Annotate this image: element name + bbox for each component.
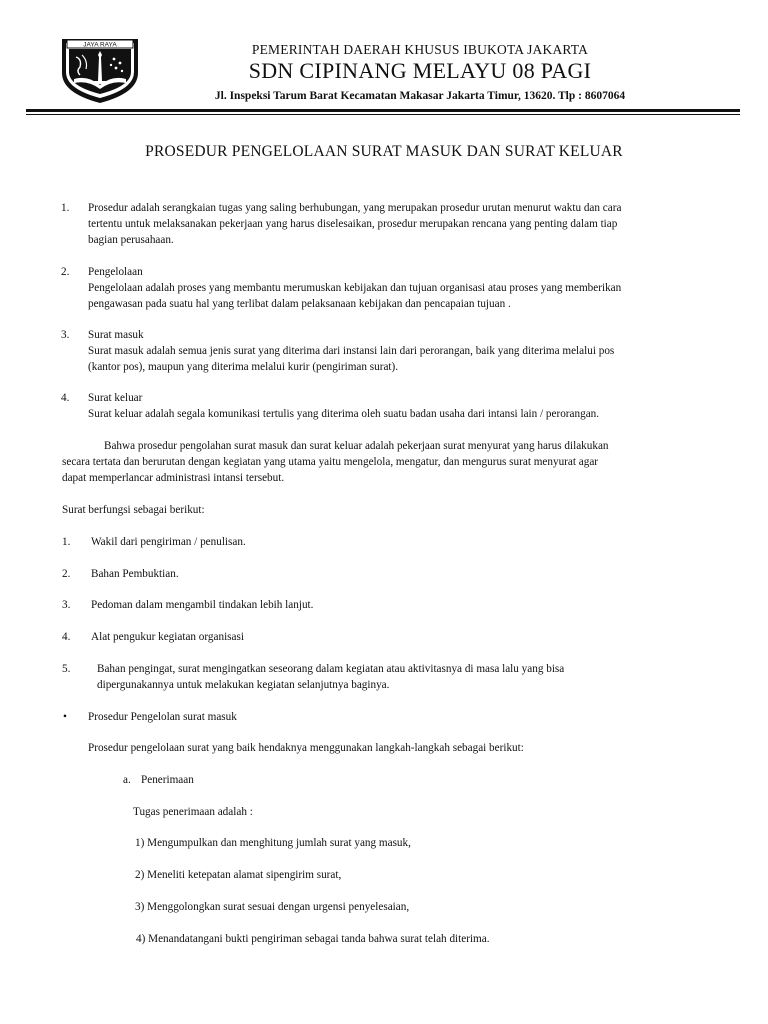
bullet-icon: • [63, 711, 67, 723]
list-item-heading: Pengelolaan [88, 266, 143, 278]
svg-text:JAYA RAYA: JAYA RAYA [83, 41, 117, 49]
paragraph-line: Bahwa prosedur pengolahan surat masuk dan surat keluar adalah pekerjaan surat menyurat yang harus dilakukan [104, 440, 609, 452]
paragraph-line: dapat memperlancar administrasi intansi tersebut. [62, 472, 285, 484]
paragraph-line: secara tertata dan berurutan dengan kegiatan yang utama yaitu mengelola, mengatur, dan mengurus surat menyurat agar [62, 456, 599, 468]
list-item-line: dipergunakannya untuk melakukan kegiatan selanjutnya baginya. [97, 679, 390, 691]
task-item: 4) Menandatangani bukti pengiriman sebagai tanda bahwa surat telah diterima. [136, 933, 490, 945]
task-item: 3) Menggolongkan surat sesuai dengan urgensi penyelesaian, [135, 901, 410, 913]
steps-intro: Prosedur pengelolaan surat yang baik hendaknya menggunakan langkah-langkah sebagai berikut: [88, 742, 524, 754]
letterhead-divider-thin [26, 114, 740, 115]
list-number: 4. [62, 631, 71, 643]
tasks-intro: Tugas penerimaan adalah : [133, 806, 253, 818]
list-item-heading: Surat keluar [88, 392, 143, 404]
step-title: Penerimaan [141, 774, 194, 786]
list-number: 1. [61, 202, 70, 214]
list-item-line: Surat masuk adalah semua jenis surat yang diterima dari instansi lain dari perorangan, baik yang diterima melalui pos [88, 345, 615, 357]
letterhead-divider-thick [26, 109, 740, 112]
list-item-line: Wakil dari pengiriman / penulisan. [91, 536, 246, 548]
list-item-line: pengawasan pada suatu hal yang terlibat dalam pelaksanaan kebijakan dan pencapaian tujuan . [88, 298, 511, 310]
list-item-line: Prosedur adalah serangkaian tugas yang saling berhubungan, yang merupakan prosedur urutan menurut waktu dan cara [88, 202, 622, 214]
list-number: 3. [62, 599, 71, 611]
document-title: PROSEDUR PENGELOLAAN SURAT MASUK DAN SURAT KELUAR [145, 143, 623, 160]
jaya-raya-emblem-icon [58, 35, 142, 105]
list-item-line: Alat pengukur kegiatan organisasi [91, 631, 244, 643]
list-item-line: tertentu untuk melaksanakan pekerjaan yang harus diselesaikan, prosedur merupakan rencana yang penting dalam tiap [88, 218, 618, 230]
step-label: a. [123, 774, 131, 786]
letterhead-address: Jl. Inspeksi Tarum Barat Kecamatan Makasar Jakarta Timur, 13620. Tlp : 8607064 [214, 90, 626, 102]
list-number: 3. [61, 329, 70, 341]
list-item-line: (kantor pos), maupun yang diterima melalui kurir (pengiriman surat). [88, 361, 399, 373]
list-item-heading: Surat masuk [88, 329, 144, 341]
task-item: 1) Mengumpulkan dan menghitung jumlah surat yang masuk, [135, 837, 411, 849]
list-number: 2. [61, 266, 70, 278]
letterhead-government: PEMERINTAH DAERAH KHUSUS IBUKOTA JAKARTA [251, 42, 589, 57]
letterhead-school-name: SDN CIPINANG MELAYU 08 PAGI [248, 58, 592, 83]
list-item-line: Pedoman dalam mengambil tindakan lebih lanjut. [91, 599, 314, 611]
list-item-line: Bahan Pembuktian. [91, 568, 179, 580]
list-number: 2. [62, 568, 71, 580]
list-item-line: bagian perusahaan. [88, 234, 174, 246]
list-number: 4. [61, 392, 70, 404]
task-item: 2) Meneliti ketepatan alamat sipengirim surat, [135, 869, 342, 881]
list-item-line: Bahan pengingat, surat mengingatkan seseorang dalam kegiatan atau aktivitasnya di masa lalu yang bisa [97, 663, 565, 675]
functions-intro: Surat berfungsi sebagai berikut: [62, 504, 205, 516]
list-item-line: Surat keluar adalah segala komunikasi tertulis yang diterima oleh suatu badan usaha dari intansi lain / perorangan. [88, 408, 600, 420]
list-item-line: Pengelolaan adalah proses yang membantu merumuskan kebijakan dan tujuan organisasi atau proses yang memberikan [88, 282, 622, 294]
list-number: 1. [62, 536, 71, 548]
list-number: 5. [62, 663, 71, 675]
section-heading: Prosedur Pengelolan surat masuk [88, 711, 237, 723]
